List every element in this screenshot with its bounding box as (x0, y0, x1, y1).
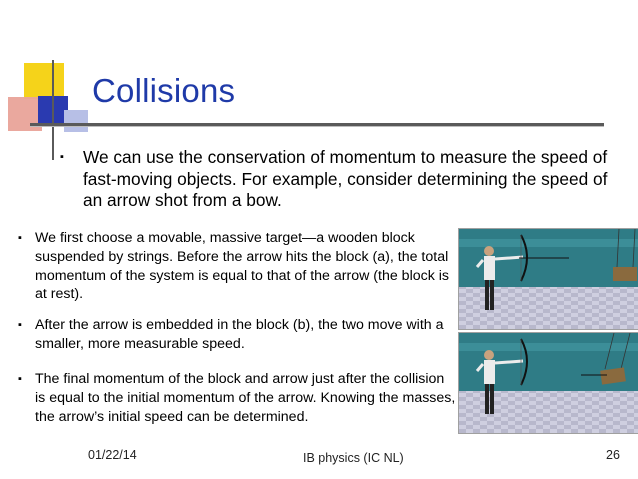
bullet-3 (18, 316, 458, 354)
footer-date: 01/22/14 (88, 448, 137, 462)
bullet-marker: ▪ (18, 232, 22, 244)
archer-photo-b (458, 332, 638, 434)
archer-photo-b-illustration (459, 333, 638, 433)
bullet-4 (18, 370, 458, 426)
bullet-marker: ▪ (18, 373, 22, 385)
bullet-1-text: We can use the conservation of momentum to measure the speed of fast-moving objects. For example, consider determining the speed of an arrow shot from a bow. (83, 147, 608, 210)
deco-yellow-square (24, 63, 64, 99)
title-divider-shadow (30, 126, 604, 127)
bullet-3-text: After the arrow is embedded in the block (b), the two move with a smaller, more measurable speed. (35, 317, 444, 352)
bullet-marker: ▪ (18, 319, 22, 331)
bullet-1 (60, 147, 620, 212)
bullet-marker: ▪ (60, 151, 64, 163)
bullet-4-text: The final momentum of the block and arrow just after the collision is equal to the initial momentum of the arrow. Knowing the masses, the arrow’s initial speed can be determined. (35, 371, 456, 425)
bullet-2 (18, 229, 458, 304)
slide-title: Collisions (92, 72, 236, 109)
deco-lightblue-square (64, 110, 88, 132)
footer-course: IB physics (IC NL) (303, 451, 404, 465)
footer-page-number: 26 (606, 448, 620, 462)
deco-vertical-line (52, 60, 54, 160)
archer-photo-a (458, 228, 638, 330)
archer-photo-a-illustration (459, 229, 638, 329)
bullet-2-text: We first choose a movable, massive target—a wooden block suspended by strings. Before the arrow hits the block (a), the total momentum of the system is equal to that of the arrow (the block is at rest). (35, 230, 449, 303)
